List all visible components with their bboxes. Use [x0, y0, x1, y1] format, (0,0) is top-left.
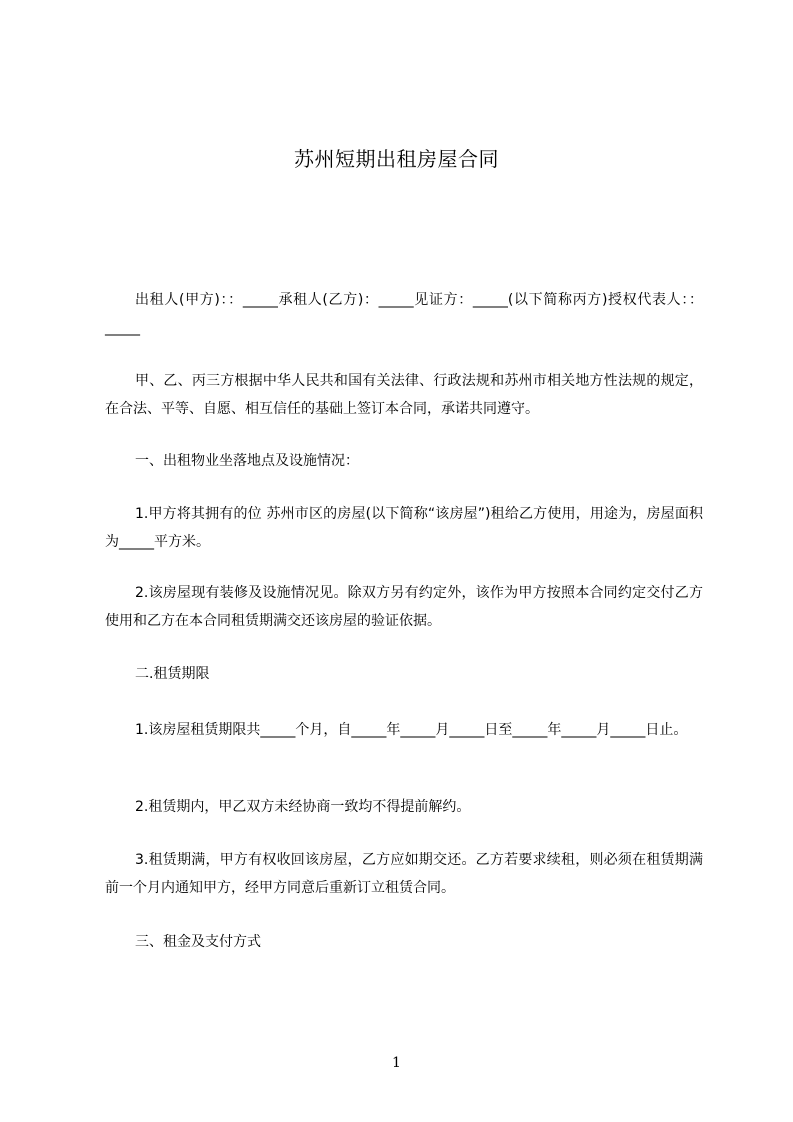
page-title: 苏州短期出租房屋合同	[294, 147, 499, 171]
section-1-item-2: 2.该房屋现有装修及设施情况见。除双方另有约定外，该作为甲方按照本合同约定交付乙方使用和乙方在本合同租赁期满交还该房屋的验证依据。	[105, 585, 703, 629]
section-2-item-1: 1.该房屋租赁期限共_____个月，自_____年_____月_____日至_____年_____月_____日止。	[135, 722, 688, 738]
section-2-heading: 二.租赁期限	[135, 666, 210, 682]
preamble-paragraph: 甲、乙、丙三方根据中华人民共和国有关法律、行政法规和苏州市相关地方性法规的规定，在合法、平等、自愿、相互信任的基础上签订本合同，承诺共同遵守。	[105, 373, 703, 417]
section-2-item-2: 2.租赁期内，甲乙双方未经协商一致均不得提前解约。	[135, 799, 471, 815]
section-1-heading: 一、出租物业坐落地点及设施情况：	[135, 453, 359, 469]
parties-paragraph: 出租人(甲方)：：_____承租人(乙方)：_____见证方：_____(以下简称丙方)授权代表人：：_____	[105, 292, 703, 336]
section-1-item-1: 1.甲方将其拥有的位 苏州市区的房屋(以下简称“该房屋”)租给乙方使用，用途为，房屋面积为_____平方米。	[105, 506, 703, 550]
page-number: 1	[392, 1055, 401, 1071]
section-2-item-3: 3.租赁期满，甲方有权收回该房屋，乙方应如期交还。乙方若要求续租，则必须在租赁期满前一个月内通知甲方，经甲方同意后重新订立租赁合同。	[105, 852, 703, 896]
section-3-heading: 三、租金及支付方式	[135, 934, 261, 950]
